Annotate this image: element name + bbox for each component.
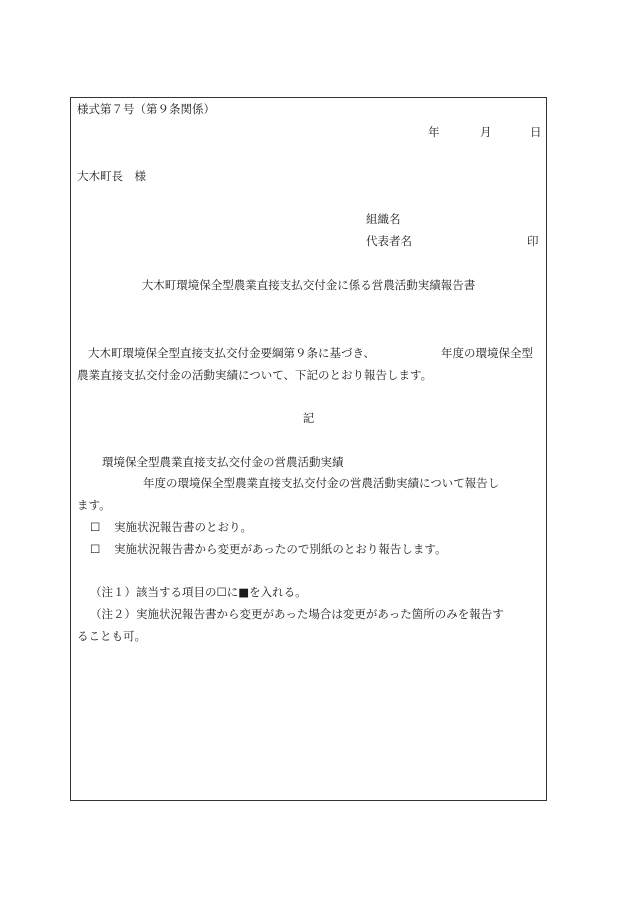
item-heading: 環境保全型農業直接支払交付金の営農活動実績 bbox=[102, 455, 344, 469]
representative-label: 代表者名 bbox=[366, 234, 412, 248]
note1: （注１）該当する項目の☐に■を入れる。 bbox=[90, 585, 307, 599]
option-row bbox=[90, 519, 252, 535]
note2-line1: （注２）実施状況報告書から変更があった場合は変更があった箇所のみを報告す bbox=[90, 607, 504, 621]
date-month-label: 月 bbox=[480, 125, 492, 139]
body-text-line1b: 年度の環境保全型 bbox=[441, 346, 533, 360]
option-label: 実施状況報告書から変更があったので別紙のとおり報告します。 bbox=[114, 542, 447, 556]
form-border bbox=[70, 97, 547, 801]
note2-line2: ることも可。 bbox=[77, 629, 146, 643]
checkbox-icon[interactable]: ☐ bbox=[90, 542, 101, 556]
checkbox-icon[interactable]: ☐ bbox=[90, 520, 101, 534]
document-title: 大木町環境保全型農業直接支払交付金に係る営農活動実績報告書 bbox=[141, 278, 476, 292]
body-text-line1a: 大木町環境保全型直接支払交付金要綱第９条に基づき、 bbox=[88, 346, 376, 360]
organization-label: 組織名 bbox=[366, 212, 401, 226]
body-text-line2: 農業直接支払交付金の活動実績について、下記のとおり報告します。 bbox=[77, 368, 433, 382]
item-text-line1: 年度の環境保全型農業直接支払交付金の営農活動実績について報告し bbox=[143, 476, 500, 490]
item-text-line2: ます。 bbox=[77, 498, 111, 512]
seal-mark: 印 bbox=[527, 234, 539, 248]
date-day-label: 日 bbox=[530, 125, 542, 139]
date-year-label: 年 bbox=[428, 125, 440, 139]
ki-heading: 記 bbox=[302, 411, 315, 425]
option-row bbox=[90, 541, 446, 557]
addressee: 大木町長 様 bbox=[77, 169, 146, 183]
option-label: 実施状況報告書のとおり。 bbox=[114, 520, 252, 534]
form-number: 様式第７号（第９条関係） bbox=[77, 102, 215, 116]
